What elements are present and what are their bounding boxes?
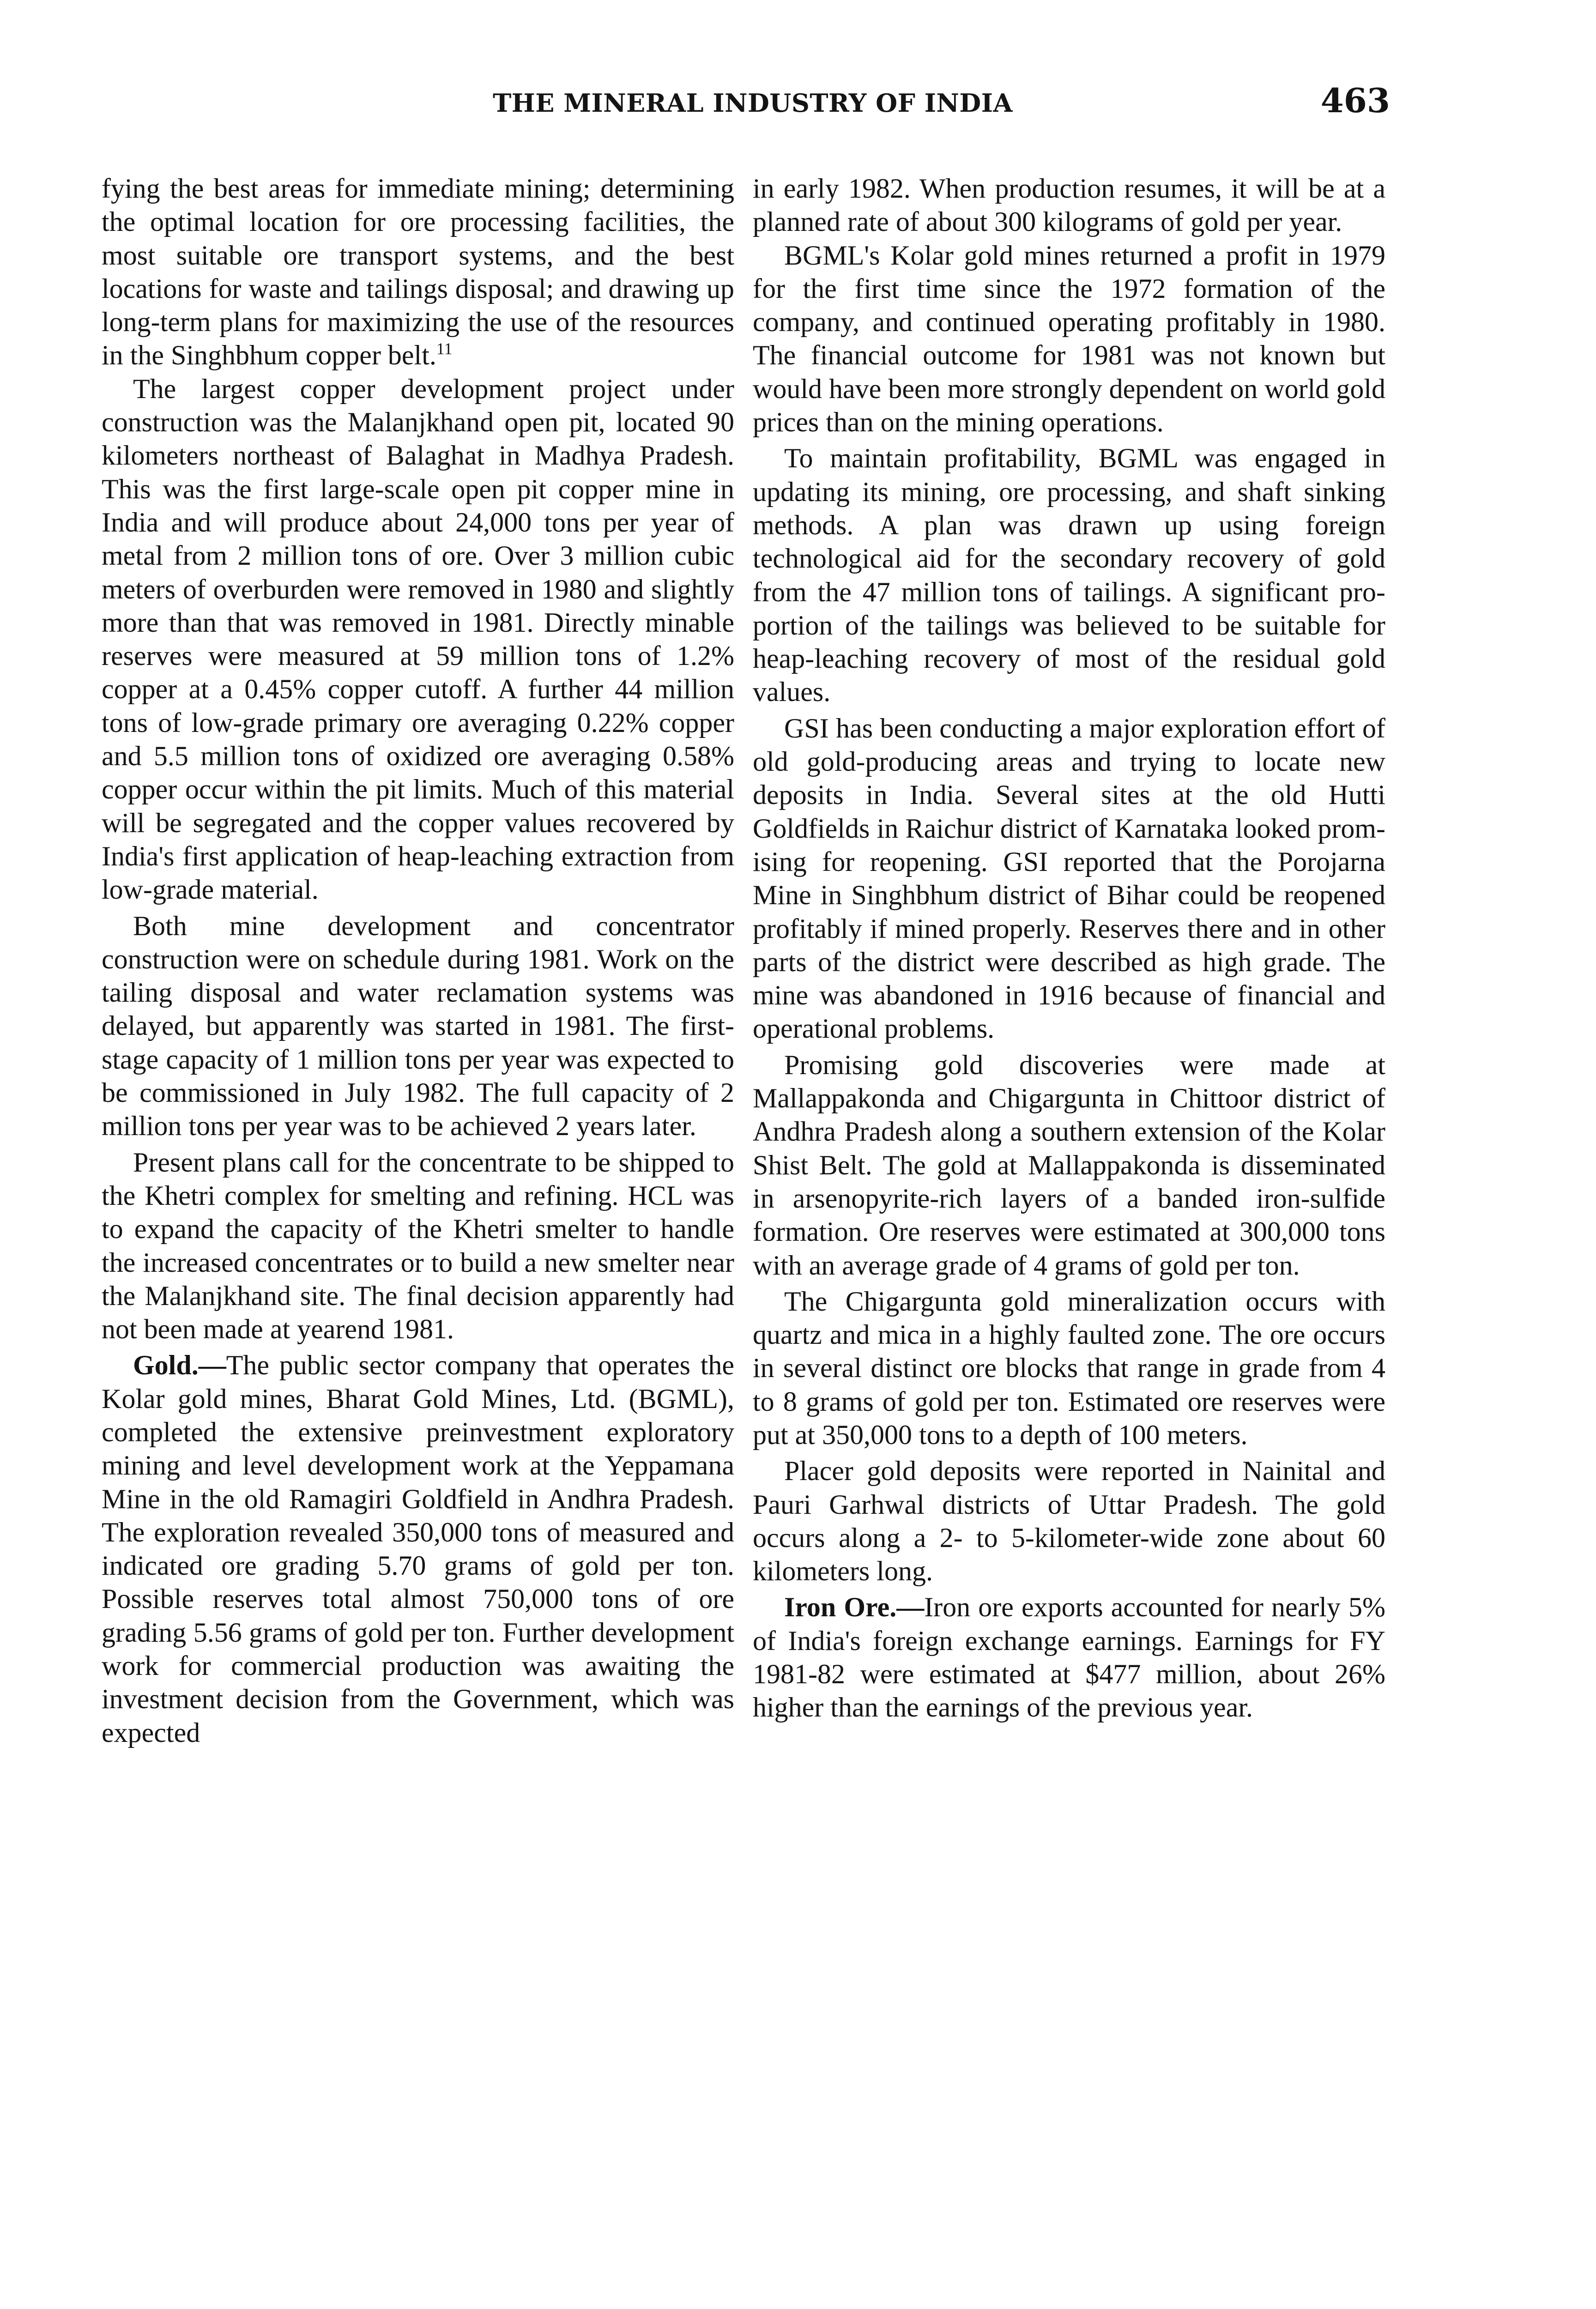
paragraph: Placer gold deposits were reported in Nainital and Pauri Garhwal districts of Uttar Pradesh. The gold occurs along a 2- to 5-kilometer-wide zone about 60 kilometers long. <box>753 1456 1385 1587</box>
paragraph <box>102 172 734 372</box>
paragraph <box>753 1590 1385 1724</box>
paragraph: in early 1982. When production resumes, it will be at a planned rate of about 300 kilograms of gold per year. <box>753 173 1385 237</box>
paragraph: The Chigargunta gold mineralization occurs with quartz and mica in a highly faulted zone. The ore occurs in several distinct ore blocks that range in grade from 4 to 8 grams of gold per ton. Estimated ore reserves were put at 350,000 tons to a depth of 100 meters. <box>753 1286 1385 1450</box>
paragraph <box>102 1348 734 1749</box>
left-column <box>102 172 734 1749</box>
paragraph: The largest copper development project under construction was the Malanjkhand open pit, located 90 kilometers northeast of Balaghat in Madhya Pradesh. This was the first large-scale open pit copper mine in India and will produce about 24,000 tons per year of metal from 2 million tons of ore. Over 3 million cubic meters of overburden were removed in 1980 and slightly more than that was removed in 1981. Directly minable reserves were measured at 59 million tons of 1.2% copper at a 0.45% copper cutoff. A further 44 million tons of low-grade primary ore averaging 0.22% copper and 5.5 million tons of oxidized ore averaging 0.58% copper occur within the pit limits. Much of this material will be segregated and the copper values recovered by India's first application of heap-leaching extraction from low-grade material. <box>102 373 734 905</box>
page-number: 463 <box>1320 81 1390 120</box>
paragraph-text: The public sector company that operates the Kolar gold mines, Bharat Gold Mines, Ltd. (BGML), completed the extensive preinvestment exploratory mining and level development work at the Yeppamana Mine in the old Ramagiri Goldfield in Andhra Pradesh. The exploration revealed 350,000 tons of measured and indicated ore grading 5.70 grams of gold per ton. Possible reserves total almost 750,000 tons of ore grading 5.56 grams of gold per ton. Further development work for commercial production was awaiting the investment decision from the Government, which was expected <box>102 1350 734 1748</box>
right-column <box>753 172 1385 1724</box>
paragraph-text: Iron ore exports accounted for nearly 5% of India's foreign exchange earnings. Earnings for FY 1981-82 were estimated at $477 million, about 26% higher than the earnings of the previous year. <box>753 1592 1385 1723</box>
paragraph: Promising gold discoveries were made at Mallappakonda and Chigargunta in Chittoor district of Andhra Pradesh along a southern extension of the Kolar Shist Belt. The gold at Mallappakonda is disseminated in arsenopyrite-rich layers of a banded iron-sulfide formation. Ore reserves were estimated at 300,000 tons with an average grade of 4 grams of gold per ton. <box>753 1049 1385 1281</box>
paragraph: Present plans call for the concentrate to be shipped to the Khetri complex for smelting and refining. HCL was to expand the capacity of the Khetri smelter to handle the increased concentrates or to build a new smelter near the Malanjkhand site. The final decision apparently had not been made at yearend 1981. <box>102 1147 734 1345</box>
paragraph-text: fying the best areas for immediate mining; determining the optimal location for ore processing facilities, the most suitable ore transport systems, and the best locations for waste and tailings disposal; and drawing up long-term plans for maximizing the use of the resources in the Singhbhum copper belt. <box>102 173 734 371</box>
section-heading-gold: Gold.— <box>133 1350 226 1381</box>
footnote-marker: 11 <box>436 339 453 358</box>
paragraph: BGML's Kolar gold mines returned a profit in 1979 for the first time since the 1972 formation of the company, and continued operating profitably in 1980. The financial outcome for 1981 was not known but would have been more strongly dependent on world gold prices than on the mining operations. <box>753 240 1385 438</box>
paragraph: GSI has been conducting a major exploration effort of old gold-producing areas and trying to locate new deposits in India. Several sites at the old Hutti Goldfields in Raichur district of Karnataka looked promising for reopening. GSI reported that the Porojarna Mine in Singhbhum district of Bihar could be reopened profitably if mined properly. Reserves there and in other parts of the district were described as high grade. The mine was abandoned in 1916 because of financial and operational problems. <box>753 713 1385 1044</box>
section-heading-iron-ore: Iron Ore.— <box>784 1592 925 1623</box>
running-head: THE MINERAL INDUSTRY OF INDIA <box>493 88 1013 118</box>
paragraph: To maintain profitability, BGML was engaged in updating its mining, ore processing, and shaft sinking methods. A plan was drawn up using foreign technological aid for the secondary recovery of gold from the 47 million tons of tailings. A significant proportion of the tailings was believed to be suitable for heap-leaching recovery of most of the residual gold values. <box>753 443 1385 707</box>
paragraph: Both mine development and concentrator construction were on schedule during 1981. Work on the tailing disposal and water reclamation systems was delayed, but apparently was started in 1981. The first-stage capacity of 1 million tons per year was expected to be commissioned in July 1982. The full capacity of 2 million tons per year was to be achieved 2 years later. <box>102 910 734 1142</box>
